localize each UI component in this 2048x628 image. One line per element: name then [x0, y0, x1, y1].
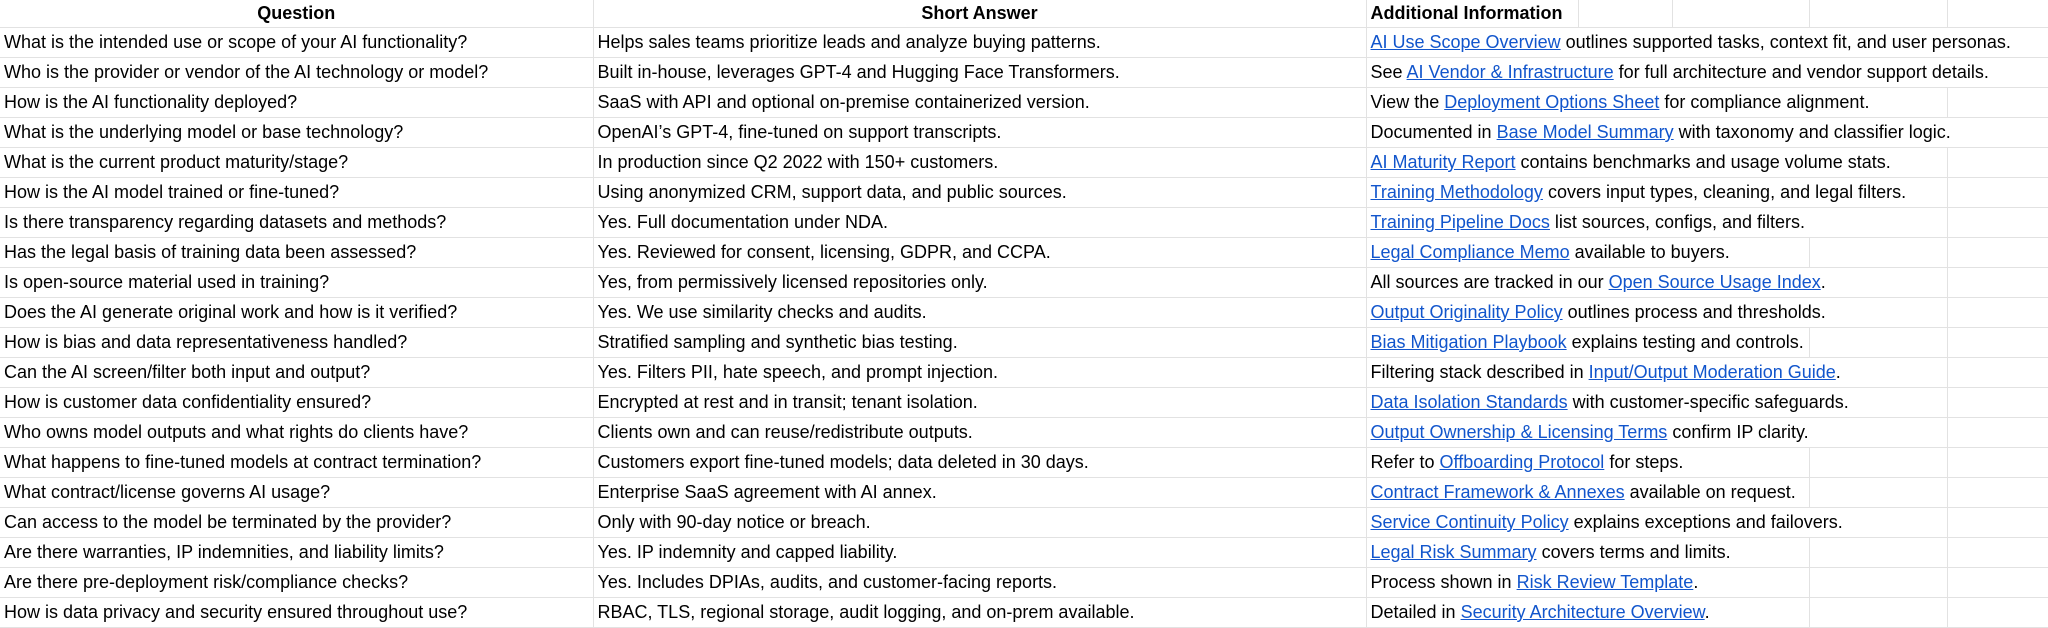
document-link[interactable]: Service Continuity Policy — [1370, 512, 1569, 532]
question-cell[interactable]: What is the underlying model or base technology? — [0, 118, 593, 148]
question-cell[interactable]: Are there pre-deployment risk/compliance checks? — [0, 568, 593, 598]
empty-cell[interactable] — [1809, 568, 1947, 598]
short-answer-cell[interactable]: OpenAI’s GPT-4, fine-tuned on support transcripts. — [593, 118, 1366, 148]
empty-cell[interactable] — [1947, 268, 2048, 298]
additional-information-cell[interactable] — [1366, 568, 1699, 598]
short-answer-cell[interactable]: Yes. Reviewed for consent, licensing, GDPR, and CCPA. — [593, 238, 1366, 268]
info-prefix-text: View the — [1370, 92, 1445, 112]
additional-information-cell[interactable] — [1366, 418, 1809, 448]
short-answer-cell[interactable]: Helps sales teams prioritize leads and analyze buying patterns. — [593, 28, 1366, 58]
table-row — [0, 598, 2048, 628]
info-suffix-text: . — [1693, 572, 1699, 592]
additional-information-cell[interactable] — [1366, 88, 1870, 118]
table-row — [0, 238, 2048, 268]
additional-information-text — [1371, 602, 1710, 622]
empty-cell[interactable] — [1809, 538, 1947, 568]
additional-information-cell[interactable] — [1366, 508, 1843, 538]
additional-information-text — [1371, 302, 1826, 322]
additional-information-text — [1371, 362, 1841, 382]
short-answer-cell[interactable]: Yes. We use similarity checks and audits. — [593, 298, 1366, 328]
table-row — [0, 268, 2048, 298]
question-cell[interactable]: Can access to the model be terminated by the provider? — [0, 508, 593, 538]
additional-information-text — [1371, 182, 1907, 202]
info-suffix-text: available to buyers. — [1569, 242, 1730, 262]
short-answer-cell[interactable]: Yes. Full documentation under NDA. — [593, 208, 1366, 238]
question-cell[interactable]: What contract/license governs AI usage? — [0, 478, 593, 508]
empty-cell[interactable] — [1947, 478, 2048, 508]
short-answer-cell[interactable]: Clients own and can reuse/redistribute outputs. — [593, 418, 1366, 448]
table-row — [0, 418, 2048, 448]
question-cell[interactable]: What is the intended use or scope of your AI functionality? — [0, 28, 593, 58]
empty-header-cell[interactable] — [1947, 0, 2048, 28]
additional-information-text — [1371, 32, 2011, 52]
empty-cell[interactable] — [1809, 418, 1947, 448]
table-row — [0, 538, 2048, 568]
additional-information-cell[interactable] — [1366, 358, 1841, 388]
empty-cell[interactable] — [1947, 388, 2048, 418]
additional-information-text — [1371, 122, 1951, 142]
additional-information-cell[interactable] — [1366, 148, 1891, 178]
info-suffix-text: covers terms and limits. — [1536, 542, 1731, 562]
column-header-additional-information[interactable]: Additional Information — [1366, 0, 1578, 28]
question-cell[interactable]: Who is the provider or vendor of the AI technology or model? — [0, 58, 593, 88]
additional-information-cell[interactable] — [1366, 58, 1989, 88]
question-cell[interactable]: How is the AI model trained or fine-tuned? — [0, 178, 593, 208]
table-row — [0, 298, 2048, 328]
short-answer-cell[interactable]: Only with 90-day notice or breach. — [593, 508, 1366, 538]
empty-cell[interactable] — [1809, 268, 1947, 298]
additional-information-text — [1371, 482, 1796, 502]
question-cell[interactable]: What happens to fine-tuned models at contract termination? — [0, 448, 593, 478]
empty-header-cell[interactable] — [1809, 0, 1947, 28]
additional-information-text — [1371, 332, 1804, 352]
empty-cell[interactable] — [1947, 328, 2048, 358]
table-row — [0, 388, 2048, 418]
info-suffix-text: with customer-specific safeguards. — [1567, 392, 1849, 412]
info-prefix-text: Documented in — [1370, 122, 1497, 142]
empty-cell[interactable] — [1947, 448, 2048, 478]
document-link[interactable]: Security Architecture Overview — [1460, 602, 1705, 622]
document-link[interactable]: Training Pipeline Docs — [1370, 212, 1550, 232]
info-suffix-text: available on request. — [1624, 482, 1796, 502]
question-cell[interactable]: Is open-source material used in training? — [0, 268, 593, 298]
document-link[interactable]: Contract Framework & Annexes — [1370, 482, 1625, 502]
info-prefix-text: Process shown in — [1370, 572, 1517, 592]
document-link[interactable]: Training Methodology — [1370, 182, 1543, 202]
empty-cell[interactable] — [1809, 448, 1947, 478]
question-cell[interactable]: How is the AI functionality deployed? — [0, 88, 593, 118]
additional-information-cell[interactable] — [1366, 478, 1796, 508]
additional-information-cell[interactable] — [1366, 268, 1826, 298]
empty-cell[interactable] — [1947, 298, 2048, 328]
empty-cell[interactable] — [1947, 178, 2048, 208]
empty-cell[interactable] — [1947, 358, 2048, 388]
empty-cell[interactable] — [1809, 208, 1947, 238]
info-prefix-text: All sources are tracked in our — [1370, 272, 1609, 292]
empty-cell[interactable] — [1947, 598, 2048, 628]
additional-information-cell[interactable] — [1366, 448, 1684, 478]
document-link[interactable]: AI Maturity Report — [1370, 152, 1516, 172]
info-prefix-text: Detailed in — [1370, 602, 1461, 622]
question-cell[interactable]: Is there transparency regarding datasets and methods? — [0, 208, 593, 238]
additional-information-text — [1371, 212, 1806, 232]
short-answer-cell[interactable]: Enterprise SaaS agreement with AI annex. — [593, 478, 1366, 508]
short-answer-cell[interactable]: Encrypted at rest and in transit; tenant isolation. — [593, 388, 1366, 418]
empty-cell[interactable] — [1947, 208, 2048, 238]
table-row — [0, 178, 2048, 208]
info-prefix-text: Filtering stack described in — [1370, 362, 1589, 382]
document-link[interactable]: Bias Mitigation Playbook — [1370, 332, 1567, 352]
table-row — [0, 568, 2048, 598]
info-suffix-text: confirm IP clarity. — [1667, 422, 1809, 442]
empty-cell[interactable] — [1947, 418, 2048, 448]
short-answer-cell[interactable]: Yes. IP indemnity and capped liability. — [593, 538, 1366, 568]
table-row — [0, 358, 2048, 388]
document-link[interactable]: Output Ownership & Licensing Terms — [1370, 422, 1668, 442]
additional-information-text — [1371, 242, 1730, 262]
short-answer-cell[interactable]: SaaS with API and optional on-premise containerized version. — [593, 88, 1366, 118]
short-answer-cell[interactable]: Stratified sampling and synthetic bias testing. — [593, 328, 1366, 358]
table-row — [0, 88, 2048, 118]
document-link[interactable]: AI Vendor & Infrastructure — [1406, 62, 1614, 82]
empty-header-cell[interactable] — [1672, 0, 1809, 28]
additional-information-cell[interactable] — [1366, 178, 1907, 208]
info-suffix-text: for steps. — [1604, 452, 1684, 472]
question-cell[interactable]: How is customer data confidentiality ensured? — [0, 388, 593, 418]
additional-information-text — [1371, 572, 1699, 592]
table-row — [0, 118, 2048, 148]
empty-cell[interactable] — [1809, 238, 1947, 268]
table-row — [0, 148, 2048, 178]
info-prefix-text: See — [1370, 62, 1407, 82]
additional-information-cell[interactable] — [1366, 388, 1849, 418]
additional-information-text — [1371, 62, 1989, 82]
additional-information-text — [1371, 542, 1731, 562]
document-link[interactable]: Base Model Summary — [1496, 122, 1674, 142]
short-answer-cell[interactable]: Yes, from permissively licensed repositories only. — [593, 268, 1366, 298]
info-suffix-text: list sources, configs, and filters. — [1549, 212, 1806, 232]
additional-information-cell[interactable] — [1366, 118, 1951, 148]
column-header-short-answer[interactable]: Short Answer — [593, 0, 1366, 28]
empty-cell[interactable] — [1672, 448, 1809, 478]
short-answer-cell[interactable]: Yes. Includes DPIAs, audits, and customer-facing reports. — [593, 568, 1366, 598]
question-cell[interactable]: Does the AI generate original work and how is it verified? — [0, 298, 593, 328]
additional-information-cell[interactable] — [1366, 328, 1804, 358]
gridline-cover — [1809, 208, 1811, 237]
table-body — [0, 28, 2048, 628]
empty-cell[interactable] — [1809, 598, 1947, 628]
empty-header-cell[interactable] — [1578, 0, 1672, 28]
additional-information-text — [1371, 152, 1891, 172]
short-answer-cell[interactable]: Using anonymized CRM, support data, and public sources. — [593, 178, 1366, 208]
additional-information-text — [1371, 452, 1684, 472]
table-row — [0, 478, 2048, 508]
empty-cell[interactable] — [1947, 88, 2048, 118]
empty-cell[interactable] — [1809, 298, 1947, 328]
short-answer-cell[interactable]: In production since Q2 2022 with 150+ customers. — [593, 148, 1366, 178]
info-suffix-text: contains benchmarks and usage volume stats. — [1515, 152, 1891, 172]
document-link[interactable]: Risk Review Template — [1516, 572, 1694, 592]
info-suffix-text: covers input types, cleaning, and legal filters. — [1542, 182, 1907, 202]
document-link[interactable]: Deployment Options Sheet — [1444, 92, 1660, 112]
info-suffix-text: for compliance alignment. — [1659, 92, 1870, 112]
empty-cell[interactable] — [1809, 328, 1947, 358]
info-suffix-text: explains exceptions and failovers. — [1568, 512, 1843, 532]
question-cell[interactable]: Can the AI screen/filter both input and output? — [0, 358, 593, 388]
table-row — [0, 508, 2048, 538]
additional-information-cell[interactable] — [1366, 538, 1731, 568]
additional-information-cell[interactable] — [1366, 298, 1826, 328]
info-suffix-text: . — [1835, 362, 1841, 382]
document-link[interactable]: Legal Risk Summary — [1370, 542, 1537, 562]
header-row — [0, 0, 2048, 28]
empty-cell[interactable] — [1947, 508, 2048, 538]
question-cell[interactable]: How is data privacy and security ensured throughout use? — [0, 598, 593, 628]
question-cell[interactable]: Are there warranties, IP indemnities, and liability limits? — [0, 538, 593, 568]
document-link[interactable]: Offboarding Protocol — [1439, 452, 1605, 472]
question-cell[interactable]: Who owns model outputs and what rights do clients have? — [0, 418, 593, 448]
table-row — [0, 328, 2048, 358]
document-link[interactable]: AI Use Scope Overview — [1370, 32, 1561, 52]
table-row — [0, 28, 2048, 58]
additional-information-cell[interactable] — [1366, 238, 1730, 268]
additional-information-cell[interactable] — [1366, 28, 2011, 58]
additional-information-cell[interactable] — [1366, 208, 1806, 238]
document-link[interactable]: Open Source Usage Index — [1608, 272, 1821, 292]
document-link[interactable]: Data Isolation Standards — [1370, 392, 1568, 412]
info-suffix-text: outlines process and thresholds. — [1562, 302, 1826, 322]
info-suffix-text: for full architecture and vendor support details. — [1613, 62, 1989, 82]
empty-cell[interactable] — [1809, 478, 1947, 508]
empty-cell[interactable] — [1947, 238, 2048, 268]
short-answer-cell[interactable]: Customers export fine-tuned models; data deleted in 30 days. — [593, 448, 1366, 478]
info-suffix-text: . — [1704, 602, 1710, 622]
question-cell[interactable]: What is the current product maturity/stage? — [0, 148, 593, 178]
empty-cell[interactable] — [1947, 148, 2048, 178]
additional-information-text — [1371, 272, 1826, 292]
additional-information-text — [1371, 512, 1843, 532]
empty-cell[interactable] — [1947, 538, 2048, 568]
question-cell[interactable]: How is bias and data representativeness handled? — [0, 328, 593, 358]
column-header-question[interactable]: Question — [0, 0, 593, 28]
document-link[interactable]: Legal Compliance Memo — [1370, 242, 1570, 262]
table-row — [0, 58, 2048, 88]
short-answer-cell[interactable]: Yes. Filters PII, hate speech, and prompt injection. — [593, 358, 1366, 388]
info-suffix-text: with taxonomy and classifier logic. — [1673, 122, 1951, 142]
empty-cell[interactable] — [1947, 118, 2048, 148]
info-suffix-text: outlines supported tasks, context fit, and user personas. — [1560, 32, 2011, 52]
info-suffix-text: explains testing and controls. — [1566, 332, 1804, 352]
document-link[interactable]: Output Originality Policy — [1370, 302, 1563, 322]
short-answer-cell[interactable]: Built in-house, leverages GPT-4 and Hugging Face Transformers. — [593, 58, 1366, 88]
question-cell[interactable]: Has the legal basis of training data been assessed? — [0, 238, 593, 268]
additional-information-text — [1371, 392, 1849, 412]
table-row — [0, 448, 2048, 478]
info-suffix-text: . — [1820, 272, 1826, 292]
info-prefix-text: Refer to — [1370, 452, 1440, 472]
additional-information-text — [1371, 422, 1809, 442]
additional-information-text — [1371, 92, 1870, 112]
short-answer-cell[interactable]: RBAC, TLS, regional storage, audit logging, and on-prem available. — [593, 598, 1366, 628]
additional-information-cell[interactable] — [1366, 598, 1710, 628]
table-row — [0, 208, 2048, 238]
document-link[interactable]: Input/Output Moderation Guide — [1588, 362, 1836, 382]
empty-cell[interactable] — [1947, 568, 2048, 598]
